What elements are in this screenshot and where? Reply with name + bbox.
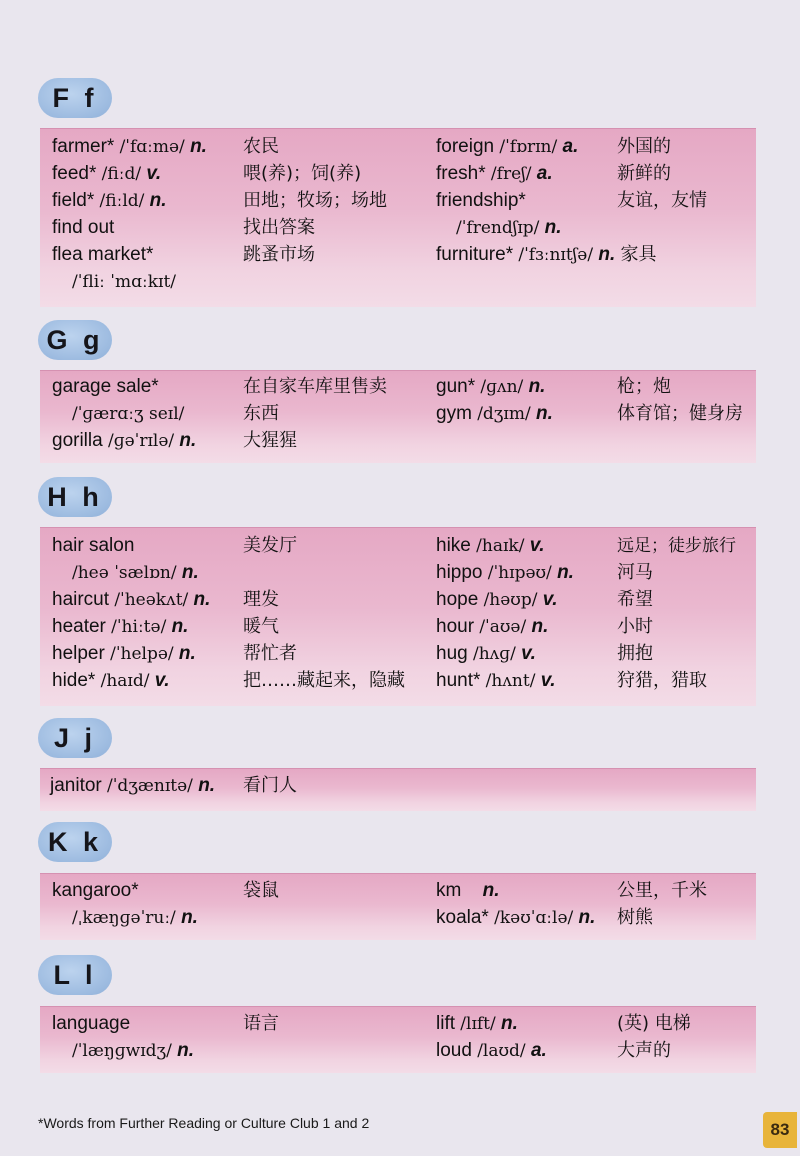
entry-cn: 农民: [243, 136, 279, 157]
entry-word: fresh*: [436, 163, 486, 184]
entry-cn: 大声的: [617, 1040, 671, 1061]
entry-kangaroo-ipa: [72, 906, 198, 930]
entry-pos: n.: [198, 775, 216, 796]
entry-pos: n.: [193, 589, 211, 610]
entry-pos: n.: [544, 217, 562, 238]
entry-cn: 河马: [617, 562, 653, 583]
entry-pos: n.: [171, 616, 189, 637]
entry-fresh: [436, 162, 553, 186]
entry-pos: n.: [598, 244, 616, 265]
entry-garage-sale-ipa: [72, 402, 184, 426]
entry-ipa: /laʊd/: [477, 1041, 526, 1061]
section-letter-g: G g: [38, 320, 112, 360]
entry-ipa: /dʒɪm/: [477, 404, 531, 424]
entry-ipa: /ˈhiːtə/: [111, 617, 167, 637]
entry-pos: n.: [535, 403, 553, 424]
entry-foreign: [436, 135, 578, 159]
entry-ipa: /ˈfɒrɪn/: [499, 137, 558, 157]
entry-ipa: /kəʊˈɑːlə/: [494, 908, 574, 928]
entry-ipa: /haɪk/: [476, 536, 525, 556]
entry-cn: 希望: [617, 589, 653, 610]
entry-hour: [436, 615, 548, 639]
entry-ipa: /lɪft/: [460, 1014, 496, 1034]
entry-cn: 跳蚤市场: [243, 244, 315, 265]
entry-pos: v.: [542, 589, 558, 610]
entry-hike: [436, 534, 545, 558]
entry-word: flea market*: [52, 244, 154, 265]
entry-pos: n.: [528, 376, 546, 397]
entry-cn: 袋鼠: [243, 880, 279, 901]
entry-find-out: [52, 216, 114, 240]
entry-ipa: /ˈhɪpəʊ/: [487, 563, 552, 583]
entry-word: koala*: [436, 907, 489, 928]
entry-word: lift: [436, 1013, 455, 1034]
entry-pos: v.: [154, 670, 170, 691]
entry-ipa: /ˈfliː ˈmɑːkɪt/: [72, 272, 177, 292]
entry-cn: 田地；牧场；场地: [243, 190, 387, 211]
entry-pos: n.: [181, 562, 199, 583]
entry-km: [436, 879, 500, 903]
entry-haircut: [52, 588, 210, 612]
entry-word: heater: [52, 616, 106, 637]
entry-ipa: /heə ˈsælɒn/: [72, 563, 177, 583]
section-letter-l: L l: [38, 955, 112, 995]
entry-language-ipa: [72, 1039, 194, 1063]
entry-flea-market-ipa: [72, 270, 176, 294]
entry-cn: 新鲜的: [617, 163, 671, 184]
entry-word: hope: [436, 589, 479, 610]
entry-cn: 家具: [620, 244, 657, 265]
entry-word: haircut: [52, 589, 110, 610]
entry-cn: (英) 电梯: [617, 1013, 691, 1034]
entry-cn: 看门人: [243, 775, 297, 796]
entry-word: hair salon: [52, 535, 135, 556]
entry-ipa: /ɡʌn/: [480, 377, 524, 397]
entry-cn: 外国的: [617, 136, 671, 157]
entry-pos: n.: [181, 907, 198, 928]
entry-cn: 美发厅: [243, 535, 297, 556]
entry-pos: a.: [530, 1040, 547, 1061]
entry-pos: n.: [179, 430, 197, 451]
entry-ipa: /ˈɡærɑːʒ seɪl/: [72, 404, 185, 424]
entry-hair-salon-ipa: [72, 561, 199, 585]
entry-word: gorilla: [52, 430, 103, 451]
entry-cn: 找出答案: [243, 217, 315, 238]
entry-helper: [52, 642, 196, 666]
section-letter-j: J j: [38, 718, 112, 758]
entry-cn: 语言: [243, 1013, 279, 1034]
section-letter-f: F f: [38, 78, 112, 118]
entry-ipa: /ˈaʊə/: [479, 617, 527, 637]
section-letter-k: K k: [38, 822, 112, 862]
entry-word: field*: [52, 190, 95, 211]
entry-cn: 把……藏起来，隐藏: [243, 670, 405, 691]
entry-cn: 狩猎，猎取: [617, 670, 707, 691]
entry-pos: v.: [521, 643, 536, 664]
entry-gun: [436, 375, 545, 399]
entry-farmer: [52, 135, 207, 159]
entry-furniture: [436, 243, 657, 267]
entry-gorilla: [52, 429, 196, 453]
entry-ipa: /haɪd/: [100, 671, 150, 691]
entry-pos: a.: [562, 136, 579, 157]
entry-pos: v.: [529, 535, 545, 556]
entry-cn: 在自家车库里售卖: [243, 376, 387, 397]
entry-cn: 小时: [617, 616, 653, 637]
entry-ipa: /ˈfɜːnɪtʃə/: [518, 245, 594, 265]
entry-word: hunt*: [436, 670, 481, 691]
entry-ipa: /hʌnt/: [485, 671, 536, 691]
entry-friendship-ipa: [456, 216, 562, 240]
entry-cn: 理发: [243, 589, 279, 610]
entry-word: helper: [52, 643, 105, 664]
entry-ipa: /hʌɡ/: [472, 644, 516, 664]
entry-word: language: [52, 1013, 131, 1034]
entry-word: gun*: [436, 376, 476, 397]
entry-flea-market: [52, 243, 153, 267]
entry-cn: 树熊: [617, 907, 653, 928]
entry-ipa: /fiːld/: [99, 191, 145, 211]
entry-pos: a.: [536, 163, 553, 184]
entry-hide: [52, 669, 170, 693]
entry-cn: 大猩猩: [243, 430, 297, 451]
entry-word: hippo: [436, 562, 483, 583]
entry-hope: [436, 588, 558, 612]
entry-cn: 东西: [243, 403, 279, 424]
entry-hippo: [436, 561, 574, 585]
entry-cn: 体育馆；健身房: [617, 403, 743, 424]
entry-word: farmer*: [52, 136, 115, 157]
entry-ipa: /ˈfrendʃɪp/: [456, 218, 540, 238]
entry-gym: [436, 402, 553, 426]
entry-word: garage sale*: [52, 376, 159, 397]
entry-lift: [436, 1012, 518, 1036]
entry-pos: n.: [178, 643, 196, 664]
entry-pos: n.: [149, 190, 167, 211]
entry-kangaroo: [52, 879, 139, 903]
entry-word: km: [436, 880, 462, 901]
entry-ipa: /fiːd/: [101, 164, 142, 184]
entry-pos: v.: [540, 670, 556, 691]
entry-pos: n.: [482, 880, 500, 901]
entry-field: [52, 189, 167, 213]
entry-word: foreign: [436, 136, 495, 157]
entry-garage-sale: [52, 375, 159, 399]
entry-cn: 拥抱: [617, 643, 653, 664]
entry-cn: 暖气: [243, 616, 279, 637]
entry-word: feed*: [52, 163, 97, 184]
entry-word: hug: [436, 643, 468, 664]
entry-hug: [436, 642, 536, 666]
entry-ipa: /ˈlæŋɡwɪdʒ/: [72, 1041, 172, 1061]
entry-word: gym: [436, 403, 472, 424]
entry-pos: n.: [578, 907, 596, 928]
entry-language: [52, 1012, 130, 1036]
entry-ipa: /ˌkæŋɡəˈruː/: [72, 908, 176, 928]
entry-hair-salon: [52, 534, 134, 558]
entry-ipa: /ˈheəkʌt/: [114, 590, 189, 610]
entry-pos: n.: [190, 136, 207, 157]
entry-word: hour: [436, 616, 475, 637]
entry-pos: n.: [531, 616, 549, 637]
entry-ipa: /ˈdʒænɪtə/: [107, 776, 193, 796]
page-number: 83: [763, 1112, 797, 1148]
entry-word: friendship*: [436, 190, 526, 211]
entry-feed: [52, 162, 161, 186]
entry-word: kangaroo*: [52, 880, 139, 901]
entry-ipa: /ˈfɑːmə/: [119, 137, 185, 157]
entry-pos: n.: [557, 562, 574, 583]
entry-ipa: /freʃ/: [490, 164, 532, 184]
entry-word: janitor: [50, 775, 102, 796]
entry-hunt: [436, 669, 556, 693]
entry-koala: [436, 906, 595, 930]
entry-cn: 远足；徒步旅行: [617, 536, 736, 556]
entry-cn: 友谊，友情: [617, 190, 707, 211]
entry-loud: [436, 1039, 547, 1063]
entry-ipa: /həʊp/: [483, 590, 538, 610]
entry-ipa: /ˈhelpə/: [110, 644, 174, 664]
entry-cn: 枪；炮: [617, 376, 671, 397]
entry-word: loud: [436, 1040, 472, 1061]
entry-word: hide*: [52, 670, 96, 691]
entry-word: find out: [52, 217, 115, 238]
entry-word: furniture*: [436, 244, 514, 265]
section-letter-h: H h: [38, 477, 112, 517]
entry-pos: v.: [146, 163, 162, 184]
entry-word: hike: [436, 535, 471, 556]
entry-cn: 帮忙者: [243, 643, 297, 664]
entry-janitor: [50, 774, 215, 798]
entry-pos: n.: [501, 1013, 518, 1034]
entry-pos: n.: [177, 1040, 195, 1061]
entry-cn: 喂(养)；饲(养): [243, 163, 362, 184]
footnote: *Words from Further Reading or Culture Club 1 and 2: [38, 1115, 370, 1131]
entry-cn: 公里，千米: [617, 880, 707, 901]
entry-ipa: /ɡəˈrɪlə/: [107, 431, 175, 451]
entry-heater: [52, 615, 188, 639]
entry-friendship: [436, 189, 526, 213]
